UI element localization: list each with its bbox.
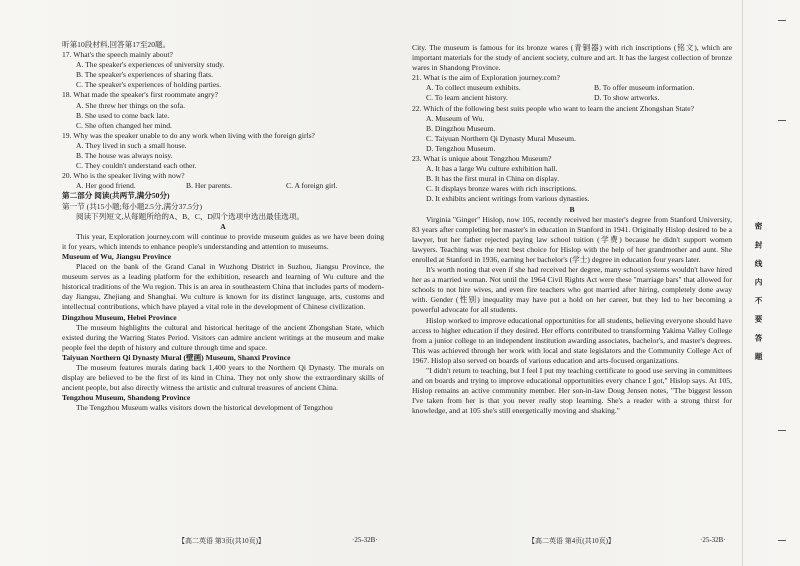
option: B. The speaker's experiences of sharing flats. [76, 70, 214, 80]
binding-tick [778, 120, 786, 121]
passage-a-intro: This year, Exploration journey.com will continue to provide museum guides as we have been doing it for years, which intends to enhance people's understanding and attention to museums. [62, 231, 384, 251]
question-22: 22. Which of the following best suits people who want to learn the ancient Zhongshan State? [412, 103, 695, 113]
right-column [412, 43, 732, 416]
part2-title: 第二部分 阅读(共两节,满分50分) [62, 191, 170, 201]
reading-instruction: 阅读下列短文,从每题所给的A、B、C、D四个选项中选出最佳选项。 [76, 211, 305, 221]
option: C. The speaker's experiences of holding parties. [76, 80, 222, 90]
option: B. Her parents. [186, 181, 232, 191]
option: C. They couldn't understand each other. [76, 161, 197, 171]
question-17: 17. What's the speech mainly about? [62, 50, 173, 60]
question-18: 18. What made the speaker's first roommate angry? [62, 90, 219, 100]
passage-b-paragraph: Hislop worked to improve educational opportunities for all students, believing everyone should have access to higher education if they desired. Her efforts contributed to transforming Yakima Valley College from a junior college to an independent institution awarding associates, bachelor's, and master's degrees. This was achieved through her work with local and state legislators and the Community College Act of 1967. Hislop also served on boards of various education and arts-focused organizations. [412, 315, 733, 365]
option: B. Dingzhou Museum. [426, 123, 496, 133]
option: B. To offer museum information. [594, 83, 695, 93]
museum-name: Museum of Wu, Jiangsu Province [62, 251, 172, 261]
museum-name: Taiyuan Northern Qi Dynasty Mural (壁画) Museum, Shanxi Province [62, 352, 291, 362]
footer-code: ·25-32B· [700, 536, 726, 544]
option: A. She threw her things on the sofa. [76, 100, 186, 110]
option: B. The house was always noisy. [76, 151, 173, 161]
option: A. Her good friend. [76, 181, 136, 191]
option: C. She often changed her mind. [76, 120, 172, 130]
passage-b-paragraph: It's worth noting that even if she had received her degree, many school systems wouldn't have hired her as a married woman. Not until the 1964 Civil Rights Act were these "marriage bars" that allowed for schools to not hire wives, and even fire teachers who got married after hiring, completely done away with. Gender (性别) inequality may have put a hold on her career, but they led to her becoming a powerful advocate for all students. [412, 265, 732, 315]
left-column [62, 40, 384, 413]
option: A. The speaker's experiences of university study. [76, 60, 225, 70]
option: C. To learn ancient history. [426, 93, 508, 103]
footer-page-label: 【高二英语 第3页(共10页)】 [178, 537, 265, 545]
question-20: 20. Who is the speaker living with now? [62, 171, 185, 181]
footer-code: ·25-32B· [352, 536, 378, 544]
binding-tick [778, 540, 786, 541]
question-21: 21. What is the aim of Exploration journey.com? [412, 73, 561, 83]
passage-b-paragraph: "I didn't return to teaching, but I feel I put my teaching certificate to good use serving in committees and on boards and trying to improve educational opportunities every chance I got," Hislop says. At 105, Hislop remains an active community member. Her son-in-law Doug Jensen notes, "The biggest lesson I've taken from her is that you never really stop learning. She's a reader with a strong thirst for knowledge, and at 105 she's still energetically moving and shaking." [412, 366, 732, 416]
footer-page-label: 【高二英语 第4页(共10页)】 [528, 537, 615, 545]
option: A. It has a large Wu culture exhibition hall. [426, 164, 558, 174]
q21-options-row1 [412, 83, 732, 93]
museum-name: Tengzhou Museum, Shandong Province [62, 393, 191, 403]
option: C. It displays bronze wares with rich inscriptions. [426, 184, 577, 194]
question-19: 19. Why was the speaker unable to do any work when living with the foreign girls? [62, 130, 315, 140]
option: A. To collect museum exhibits. [426, 83, 521, 93]
option: D. To show artworks. [594, 93, 660, 103]
binding-notice: 密封线内不要答题 [754, 222, 763, 371]
option: D. It exhibits ancient writings from various dynasties. [426, 194, 590, 204]
option: B. She used to come back late. [76, 110, 170, 120]
museum-name: Dingzhou Museum, Hebei Province [62, 312, 177, 322]
listening-intro: 听第10段材料,回答第17至20题。 [62, 40, 171, 49]
passage-b-label: B [569, 204, 575, 214]
passage-a-continuation: City. The museum is famous for its bronze wares (青铜器) with rich inscriptions (铭文), which are important materials for the study of ancient society, culture and art. It has the largest collection of bronze wares in Shandong Province. [412, 43, 732, 73]
section1-title: 第一节 (共15小题;每小题2.5分,满分37.5分) [62, 201, 203, 211]
binding-tick [778, 20, 786, 21]
museum-description: Placed on the bank of the Grand Canal in Wuzhong District in Suzhou, Jiangsu Province, the museum serves as a leading platform for the exhibition, research and learning of Wu culture and the historical traditions of the Wu region. This is an area in southeastern China that includes parts of modern-day Jiangsu, Zhejiang and Shanghai. Wu culture is known for its distinct language, arts, customs and intellectual contributions, which have played a vital role in the development of Chinese civilization. [62, 262, 384, 312]
option: B. It has the first mural in China on display. [426, 174, 560, 184]
passage-b-paragraph: Virginia "Ginger" Hislop, now 105, recently received her master's degree from Stanford University, 83 years after completing her master's in education in Stanford in 1941. Originally Hislop desired to be a lawyer, but her father rejected paying law school tuition (学费) because he didn't support women lawyers. Teaching was the next best choice for Hislop with the help of her grandmother and aunt. She enrolled at Stanford in 1936, earning her bachelor's (学士) degree in education four years later. [412, 214, 732, 264]
museum-description: The museum highlights the cultural and historical heritage of the ancient Zhongshan State, which existed during the Warring States Period. Visitors can admire ancient writings at the museum and make people feel the depth of history and culture through time and space. [62, 322, 384, 352]
option: C. Taiyuan Northern Qi Dynasty Mural Museum. [426, 133, 576, 143]
option: A. They lived in such a small house. [76, 140, 187, 150]
option: C. A foreign girl. [286, 181, 338, 191]
museum-description: The Tengzhou Museum walks visitors down the historical development of Tengzhou [76, 403, 333, 413]
question-23: 23. What is unique about Tengzhou Museum? [412, 154, 552, 164]
museum-description: The museum features murals dating back 1,400 years to the Northern Qi Dynasty. The murals on display are believed to be the first of its kind in China. They not only show the extraordinary skills of ancient people, but also directly witness the artistic and cultural treasures of ancient China. [62, 363, 384, 393]
passage-a-label: A [220, 221, 226, 231]
q21-options-row2 [412, 93, 732, 103]
binding-tick [778, 430, 786, 431]
option: D. Tengzhou Museum. [426, 143, 496, 153]
option: A. Museum of Wu. [426, 113, 485, 123]
q20-options [62, 181, 384, 191]
